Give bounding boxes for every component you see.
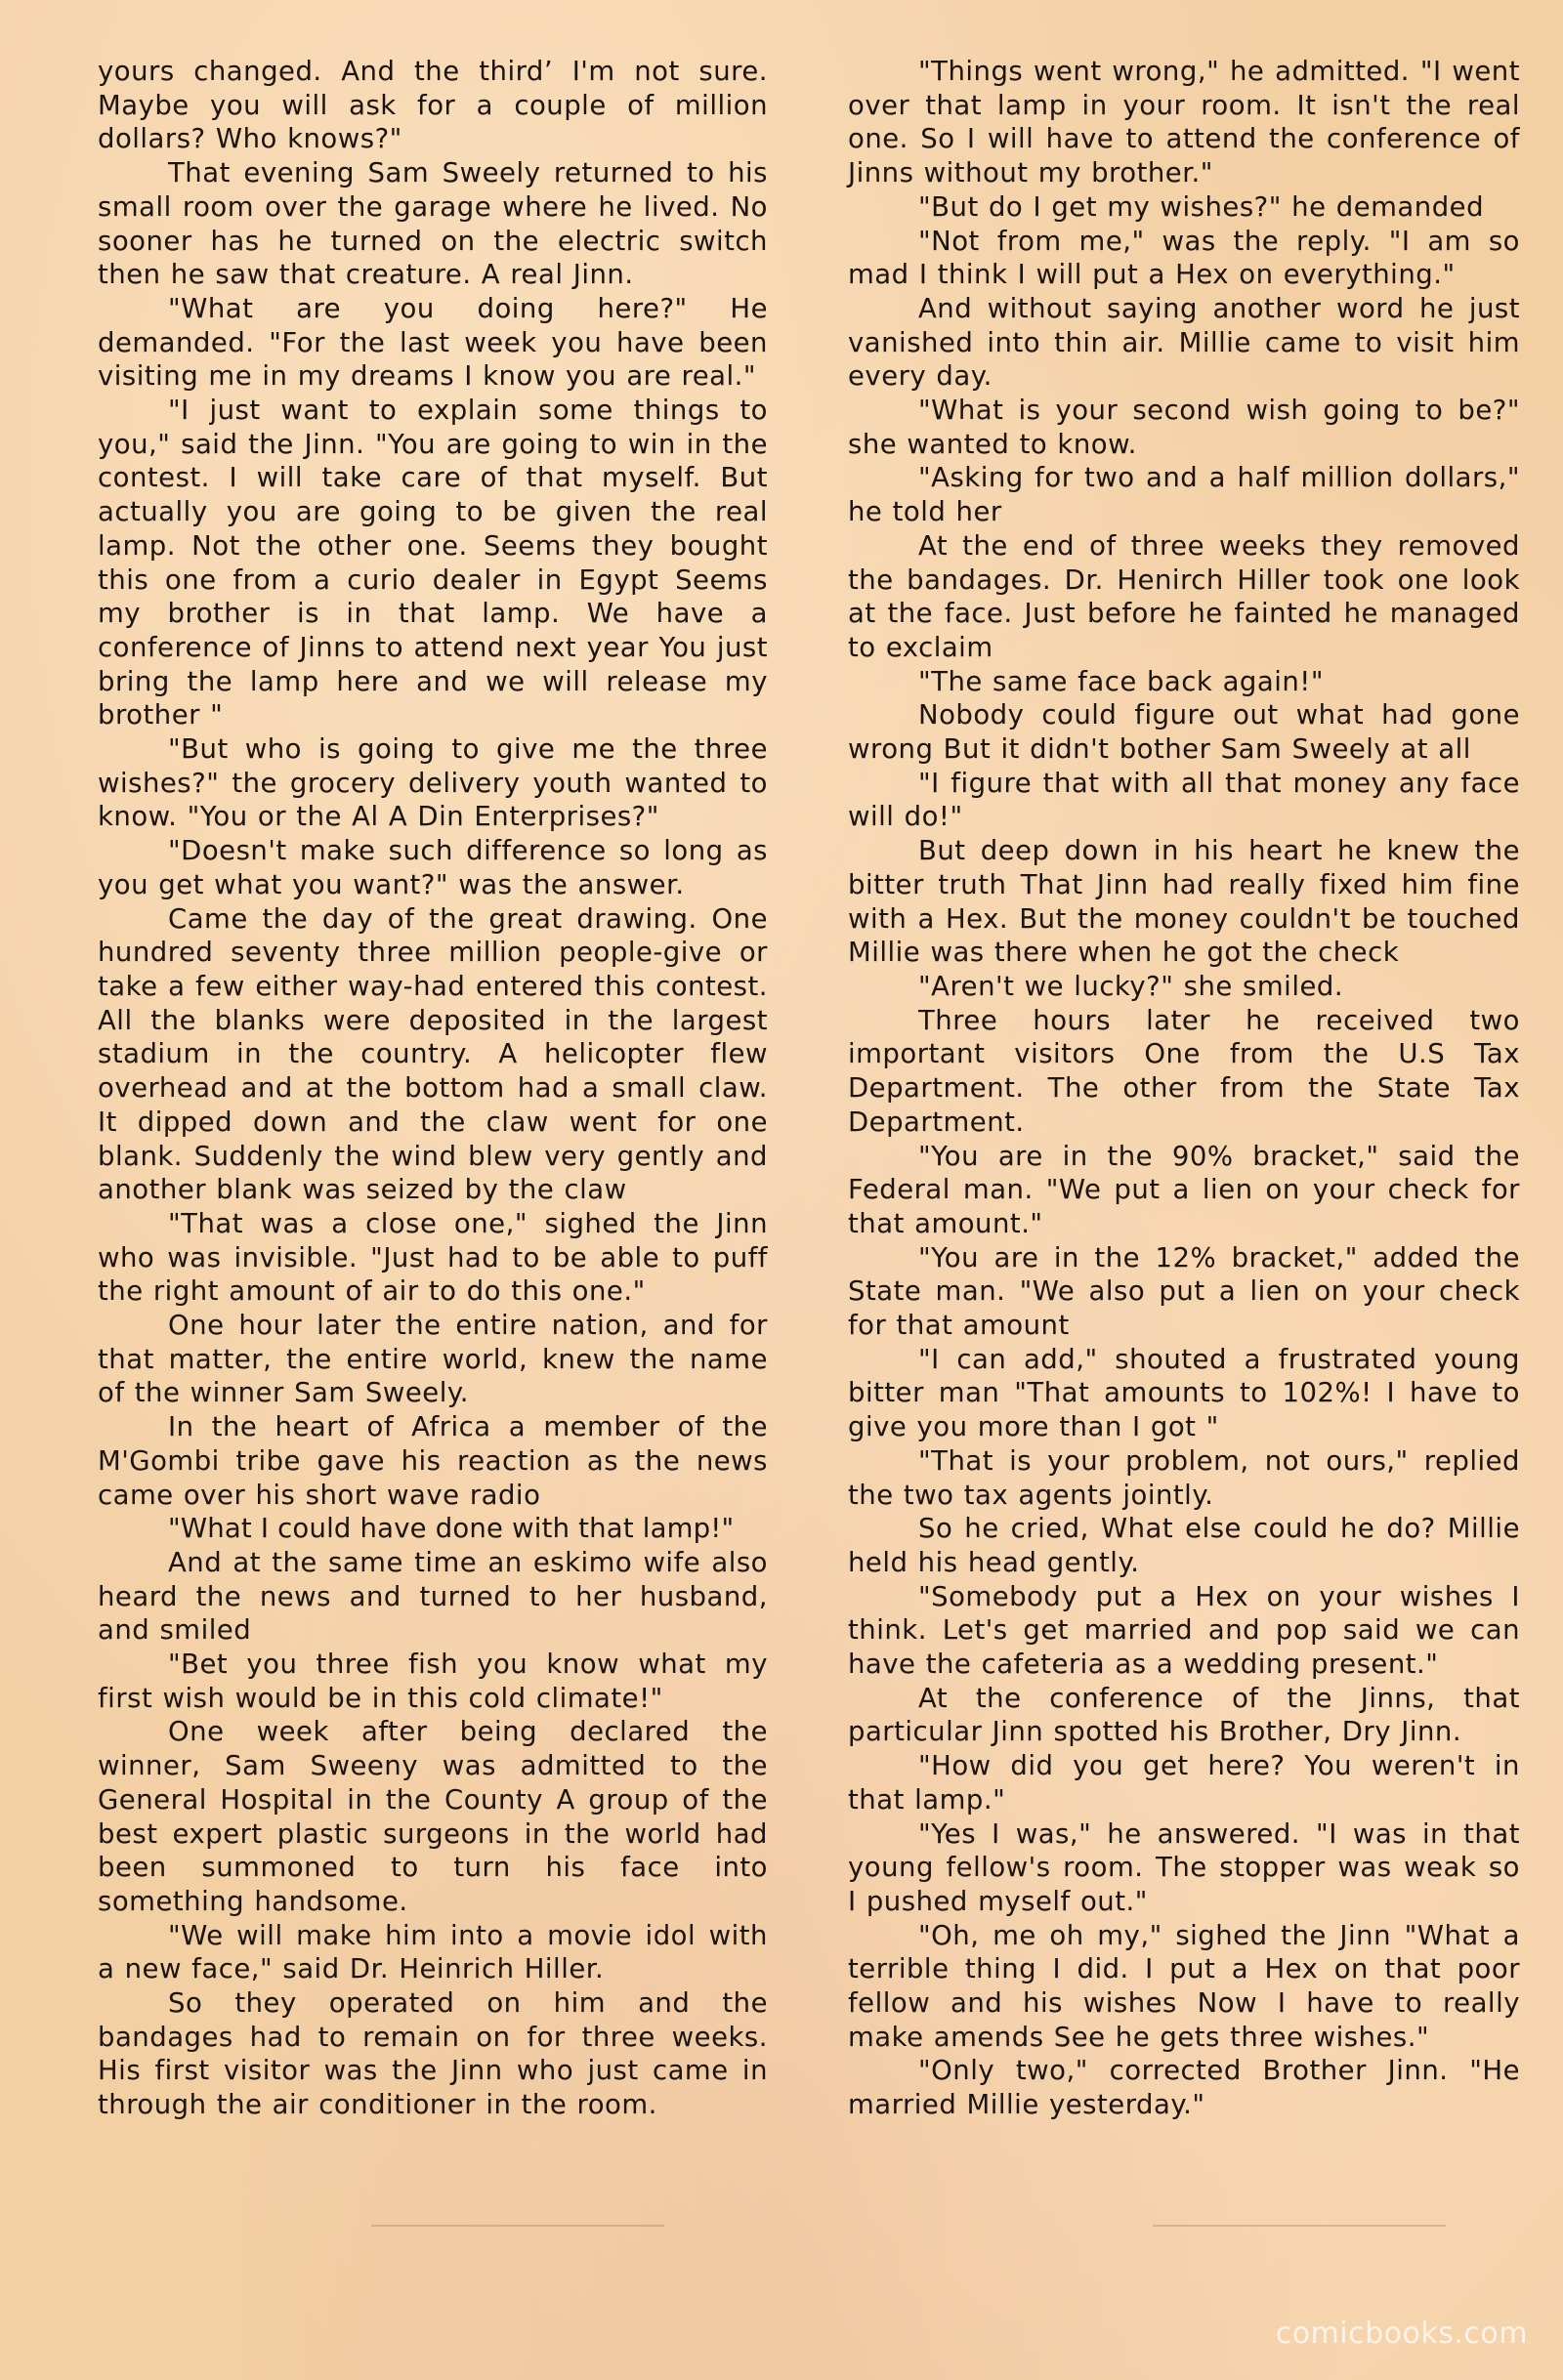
paragraph: One week after being declared the winner, Sam Sweeny was admitted to the General Hospital in the County A group of the best expert plastic surgeons in the world had been summoned to turn his face into something handsome. [98,1716,768,1917]
paragraph: "Only two," corrected Brother Jinn. "He married Millie yesterday." [848,2055,1520,2121]
paragraph: "That is your problem, not ours," replied the two tax agents jointly. [848,1444,1520,1511]
paragraph: And at the same time an eskimo wife also heard the news and turned to her husband, and smiled [98,1546,768,1647]
paragraph: "You are in the 12% bracket," added the State man. "We also put a lien on your check for that amount [848,1241,1520,1342]
paragraph: At the end of three weeks they removed the bandages. Dr. Henirch Hiller took one look at the face. Just before he fainted he managed to exclaim [848,529,1520,663]
right-text-column [848,55,1520,2122]
paragraph: "Aren't we lucky?" she smiled. [918,970,1344,1002]
paragraph: So they operated on him and the bandages had to remain on for three weeks. His first visitor was the Jinn who just came in through the air conditioner in the room. [98,1987,768,2121]
paragraph: "But do I get my wishes?" he demanded [918,190,1485,223]
paragraph: "What is your second wish going to be?" she wanted to know. [848,395,1520,460]
paragraph: In the heart of Africa a member of the M'Gombi tribe gave his reaction as the news came over his short wave radio [98,1411,768,1511]
paragraph: So he cried, What else could he do? Millie held his head gently. [848,1513,1520,1578]
paragraph: Nobody could figure out what had gone wrong But it didn't bother Sam Sweely at all [848,699,1520,766]
paragraph: "Not from me," was the reply. "I am so mad I think I will put a Hex on everything." [848,225,1520,291]
paragraph: "Bet you three fish you know what my first wish would be in this cold climate!" [98,1649,768,1714]
paragraph: "I just want to explain some things to you," said the Jinn. "You are going to win in the contest. I will take care of that myself. But actually you are going to be given the real lamp. Not the other one. Seems they bought this one from a curio dealer in Egypt Seems my brother is in that lamp. We have a conference of Jinns to attend next year You just bring the lamp here and we will release my brother " [98,395,768,731]
bottom-rule-left [371,2225,664,2227]
paragraph: Three hours later he received two important visitors One from the U.S Tax Department. The other from the State Tax Department. [848,1004,1520,1138]
paragraph: "Asking for two and a half million dollars," he told her [848,462,1520,528]
paragraph: "I figure that with all that money any face will do!" [848,767,1520,833]
paragraph: But deep down in his heart he knew the bitter truth That Jinn had really fixed him fine with a Hex. But the money couldn't be touched Millie was there when he got the check [848,835,1520,969]
paragraph: Came the day of the great drawing. One hundred seventy three million people-give or take a few either way-had entered this contest. All the blanks were deposited in the largest stadium in the country. A helicopter flew overhead and at the bottom had a small claw. It dipped down and the claw went for one blank. Suddenly the wind blew very gently and another blank was seized by the claw [98,902,768,1206]
paragraph: "Somebody put a Hex on your wishes I think. Let's get married and pop said we can have the cafeteria as a wedding present." [848,1580,1520,1681]
paragraph: And without saying another word he just vanished into thin air. Millie came to visit him every day. [848,292,1520,393]
paragraph: "How did you get here? You weren't in that lamp." [848,1750,1520,1816]
paragraph: "I can add," shouted a frustrated young bitter man "That amounts to 102%! I have to give you more than I got " [848,1343,1520,1443]
left-text-column [98,55,768,2122]
paragraph: yours changed. And the third’ I'm not sure. Maybe you will ask for a couple of million dollars? Who knows?" [98,56,768,155]
paragraph: "Oh, me oh my," sighed the Jinn "What a terrible thing I did. I put a Hex on that poor fellow and his wishes Now I have to really make amends See he gets three wishes." [848,1919,1520,2053]
paragraph: "What I could have done with that lamp!" [168,1513,735,1545]
watermark-text: comicbooks.com [1275,2317,1528,2351]
paragraph: At the conference of the Jinns, that particular Jinn spotted his Brother, Dry Jinn. [848,1682,1520,1748]
paragraph: "Things went wrong," he admitted. "I went over that lamp in your room. It isn't the real one. So I will have to attend the conference of Jinns without my brother." [848,56,1520,189]
paragraph: "The same face back again!" [918,665,1324,697]
paragraph: "You are in the 90% bracket," said the Federal man. "We put a lien on your check for that amount." [848,1140,1520,1239]
paragraph: "What are you doing here?" He demanded. "For the last week you have been visiting me in my dreams I know you are real." [98,292,768,393]
paragraph: That evening Sam Sweely returned to his small room over the garage where he lived. No sooner has he turned on the electric switch then he saw that creature. A real Jinn. [98,157,768,291]
paragraph: "Yes I was," he answered. "I was in that young fellow's room. The stopper was weak so I pushed myself out." [848,1817,1520,1917]
paragraph: One hour later the entire nation, and for that matter, the entire world, knew the name of the winner Sam Sweely. [98,1310,768,1409]
bottom-rule-right [1153,2225,1446,2227]
paragraph: "That was a close one," sighed the Jinn who was invisible. "Just had to be able to puff the right amount of air to do this one." [98,1207,768,1308]
paragraph: "But who is going to give me the three wishes?" the grocery delivery youth wanted to know. "You or the Al A Din Enterprises?" [98,733,768,833]
paragraph: "We will make him into a movie idol with a new face," said Dr. Heinrich Hiller. [98,1919,768,1985]
paragraph: "Doesn't make such difference so long as you get what you want?" was the answer. [98,835,768,900]
